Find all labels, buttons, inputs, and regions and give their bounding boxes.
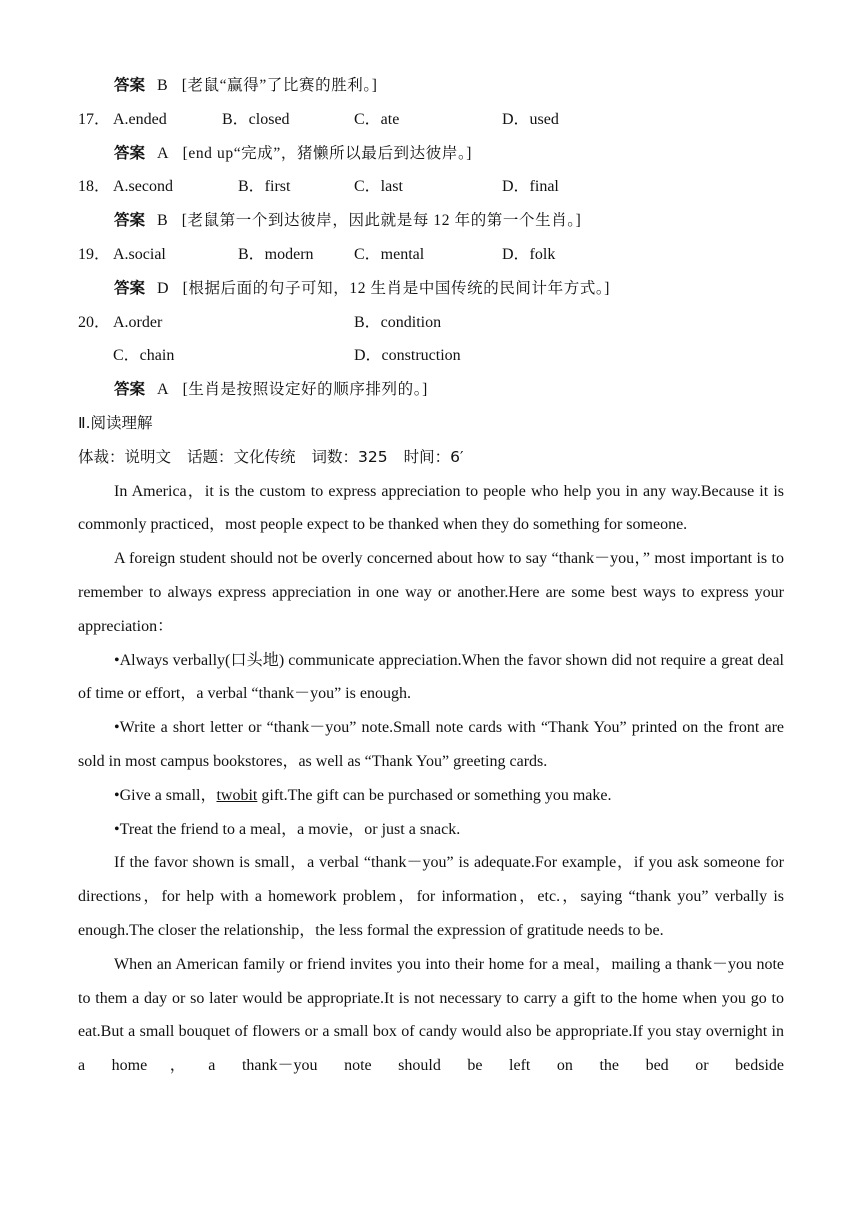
passage-paragraph-3: If the favor shown is small，a verbal “thank－you” is adequate.For example，if you ask someone for directions，for help with a homework problem，for information，etc.，saying “thank you” verbally is enough.The closer the relationship，the less formal the expression of gratitude needs to be. [78,854,784,939]
passage-paragraph-1: In America，it is the custom to express appreciation to people who help you in any way.Because it is commonly practiced，most people expect to be thanked when they do something for someone. [78,482,784,534]
section-title: Ⅱ.阅读理解 [78,413,153,432]
bullet-gift [78,779,784,813]
option-b: B．condition [354,313,442,331]
topic-label: 话题：文化传统 [187,447,296,466]
bullet-letter: •Write a short letter or “thank－you” note.Small note cards with “Thank You” printed on the front are sold in most campus bookstores，as well as “Thank You” greeting cards. [78,719,784,770]
option-a: A.order [113,313,163,331]
option-d: D．folk [502,245,556,263]
passage-meta [78,441,784,475]
answer-letter: D [157,279,169,297]
answer-18 [78,204,784,238]
answer-explanation: [老鼠第一个到达彼岸，因此就是每 12 年的第一个生肖。] [181,212,582,230]
option-c: C．ate [354,110,400,128]
option-c: C．mental [354,245,425,263]
option-d: D．final [502,178,559,196]
question-number: 19． [78,245,111,263]
underlined-word: twobit [216,786,258,804]
option-a: A.second [113,178,173,196]
answer-explanation: [根据后面的句子可知，12 生肖是中国传统的民间计年方式。] [182,279,611,297]
word-count: 词数：325 [311,447,388,466]
answer-label: 答案 [114,278,146,297]
answer-label: 答案 [114,380,146,399]
passage-paragraph-4: When an American family or friend invites you into their home for a meal，mailing a thank－you note to them a day or so later would be appropriate.It is not necessary to carry a gift to the home when you go to eat.But a small bouquet of flowers or a small box of candy would also be appropriate.If you stay overnight in a home，a thank－you note should be left on the bed or bedside [78,955,784,1075]
genre-label: 体裁：说明文 [78,447,172,466]
answer-explanation: [生肖是按照设定好的顺序排列的。] [182,381,428,399]
question-number: 17． [78,110,111,128]
document-page [78,69,784,1083]
option-c: C．last [354,178,403,196]
option-a: A.social [113,245,166,263]
passage-paragraph-2: A foreign student should not be overly concerned about how to say “thank－you，” most important is to remember to always express appreciation in one way or another.Here are some best ways to express your appreciation： [78,550,784,635]
answer-label: 答案 [114,76,146,94]
answer-letter: B [157,77,168,94]
option-a: A.ended [113,110,167,128]
answer-letter: A [157,144,169,162]
option-b: B．closed [222,110,290,128]
time-label: 时间：6′ [403,447,464,466]
option-c: C．chain [113,347,175,365]
bullet-verbal: •Always verbally(口头地) communicate appreciation.When the favor shown did not require a great deal of time or effort，a verbal “thank－you” is enough. [78,651,784,703]
answer-17 [78,137,784,171]
bullet-treat: •Treat the friend to a meal，a movie，or just a snack. [114,820,461,838]
option-b: B．first [238,178,291,196]
answer-20 [78,373,784,407]
question-20-row-2 [78,339,784,373]
question-18 [78,170,784,204]
answer-explanation: [end up“完成”，猪懒所以最后到达彼岸。] [182,144,473,162]
bullet-gift-post: gift.The gift can be purchased or something you make. [257,786,612,804]
option-d: D．construction [354,347,461,365]
answer-label: 答案 [114,143,146,162]
question-19 [78,238,784,272]
option-d: D．used [502,110,559,128]
question-number: 20． [78,313,111,331]
question-number: 18． [78,178,111,196]
answer-19 [78,272,784,306]
answer-letter: A [157,381,169,399]
answer-label: 答案 [114,211,146,230]
answer-16 [78,69,784,103]
bullet-gift-pre: •Give a small， [114,786,217,804]
answer-explanation: [老鼠“赢得”了比赛的胜利。] [181,77,378,94]
question-17 [78,103,784,137]
answer-letter: B [157,212,168,230]
question-20 [78,306,784,340]
option-b: B．modern [238,245,314,263]
